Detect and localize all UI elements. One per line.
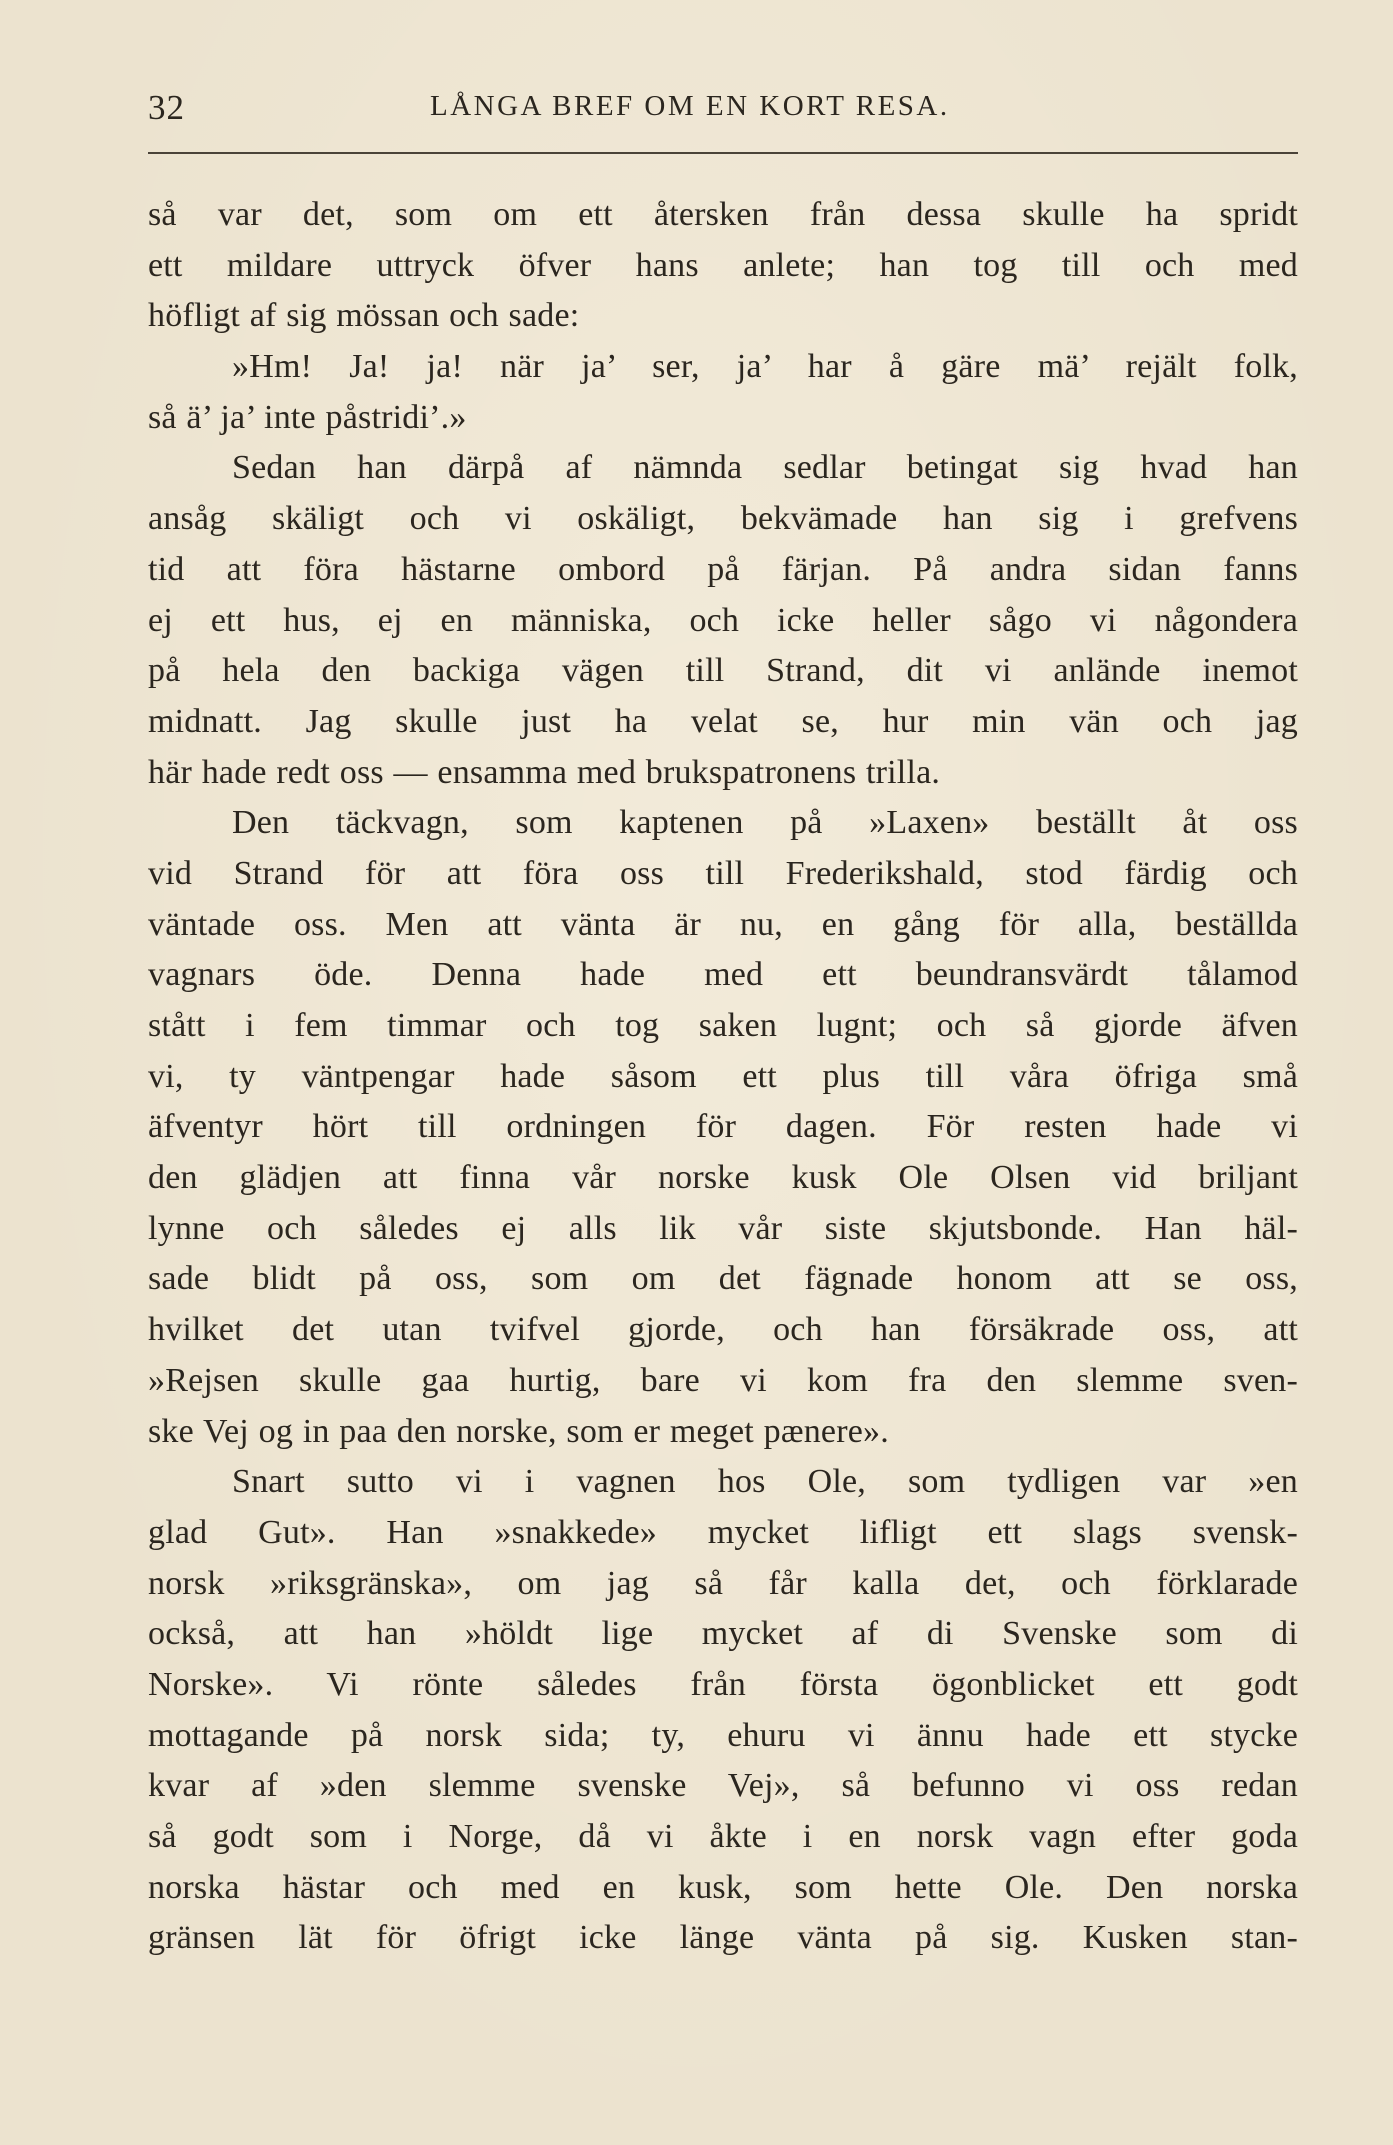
text-line: Sedan han därpå af nämnda sedlar betingat sig hvad han (232, 449, 1298, 487)
page-number: 32 (148, 88, 185, 127)
text-line: ske Vej og in paa den norske, som er meget pænere». (148, 1412, 889, 1450)
text-line: norsk »riksgränska», om jag så får kalla det, och förklarade (148, 1564, 1298, 1602)
text-line: »Rejsen skulle gaa hurtig, bare vi kom fra den slemme sven- (148, 1361, 1298, 1399)
text-line: höfligt af sig mössan och sade: (148, 297, 580, 335)
text-line: så ä’ ja’ inte påstridi’.» (148, 398, 467, 436)
text-line: ansåg skäligt och vi oskäligt, bekvämade han sig i grefvens (148, 500, 1298, 538)
body-text (148, 190, 1298, 1964)
text-line: glad Gut». Han »snakkede» mycket lifligt ett slags svensk- (148, 1513, 1298, 1551)
text-line: tid att föra hästarne ombord på färjan. På andra sidan fanns (148, 550, 1298, 588)
header-rule (148, 152, 1298, 154)
running-title: LÅNGA BREF OM EN KORT RESA. (430, 90, 950, 122)
text-line: norska hästar och med en kusk, som hette Ole. Den norska (148, 1868, 1298, 1906)
text-line: vagnars öde. Denna hade med ett beundransvärdt tålamod (148, 956, 1298, 994)
text-line: Snart sutto vi i vagnen hos Ole, som tydligen var »en (232, 1463, 1298, 1501)
text-line: gränsen lät för öfrigt icke länge vänta på sig. Kusken stan- (148, 1919, 1298, 1957)
text-line: här hade redt oss — ensamma med brukspatronens trilla. (148, 753, 941, 791)
text-line: »Hm! Ja! ja! när ja’ ser, ja’ har å gäre mä’ rejält folk, (232, 348, 1298, 386)
text-line: äfventyr hört till ordningen för dagen. För resten hade vi (148, 1108, 1298, 1146)
text-line: Den täckvagn, som kaptenen på »Laxen» beställt åt oss (232, 804, 1298, 842)
text-line: också, att han »höldt lige mycket af di Svenske som di (148, 1615, 1298, 1653)
text-line: ej ett hus, ej en människa, och icke heller sågo vi någondera (148, 601, 1298, 639)
text-line: på hela den backiga vägen till Strand, dit vi anlände inemot (148, 652, 1298, 690)
text-line: kvar af »den slemme svenske Vej», så befunno vi oss redan (148, 1767, 1298, 1805)
text-line: hvilket det utan tvifvel gjorde, och han försäkrade oss, att (148, 1311, 1298, 1349)
text-line: lynne och således ej alls lik vår siste skjutsbonde. Han häl- (148, 1209, 1298, 1247)
page-header (148, 88, 1298, 138)
text-line: så godt som i Norge, då vi åkte i en norsk vagn efter goda (148, 1818, 1298, 1855)
text-line: vi, ty väntpengar hade såsom ett plus till våra öfriga små (148, 1057, 1298, 1095)
text-line: ett mildare uttryck öfver hans anlete; han tog till och med (148, 246, 1298, 284)
text-line: så var det, som om ett återsken från dessa skulle ha spridt (148, 196, 1298, 233)
text-line: mottagande på norsk sida; ty, ehuru vi ännu hade ett stycke (148, 1716, 1298, 1754)
text-line: den glädjen att finna vår norske kusk Ole Olsen vid briljant (148, 1159, 1298, 1197)
text-line: midnatt. Jag skulle just ha velat se, hur min vän och jag (148, 702, 1298, 740)
text-line: sade blidt på oss, som om det fägnade honom att se oss, (148, 1260, 1298, 1298)
text-line: stått i fem timmar och tog saken lugnt; och så gjorde äfven (148, 1007, 1298, 1044)
text-line: väntade oss. Men att vänta är nu, en gång för alla, beställda (148, 905, 1298, 943)
text-line: Norske». Vi rönte således från första ögonblicket ett godt (148, 1665, 1298, 1703)
text-line: vid Strand för att föra oss till Frederikshald, stod färdig och (148, 854, 1298, 892)
